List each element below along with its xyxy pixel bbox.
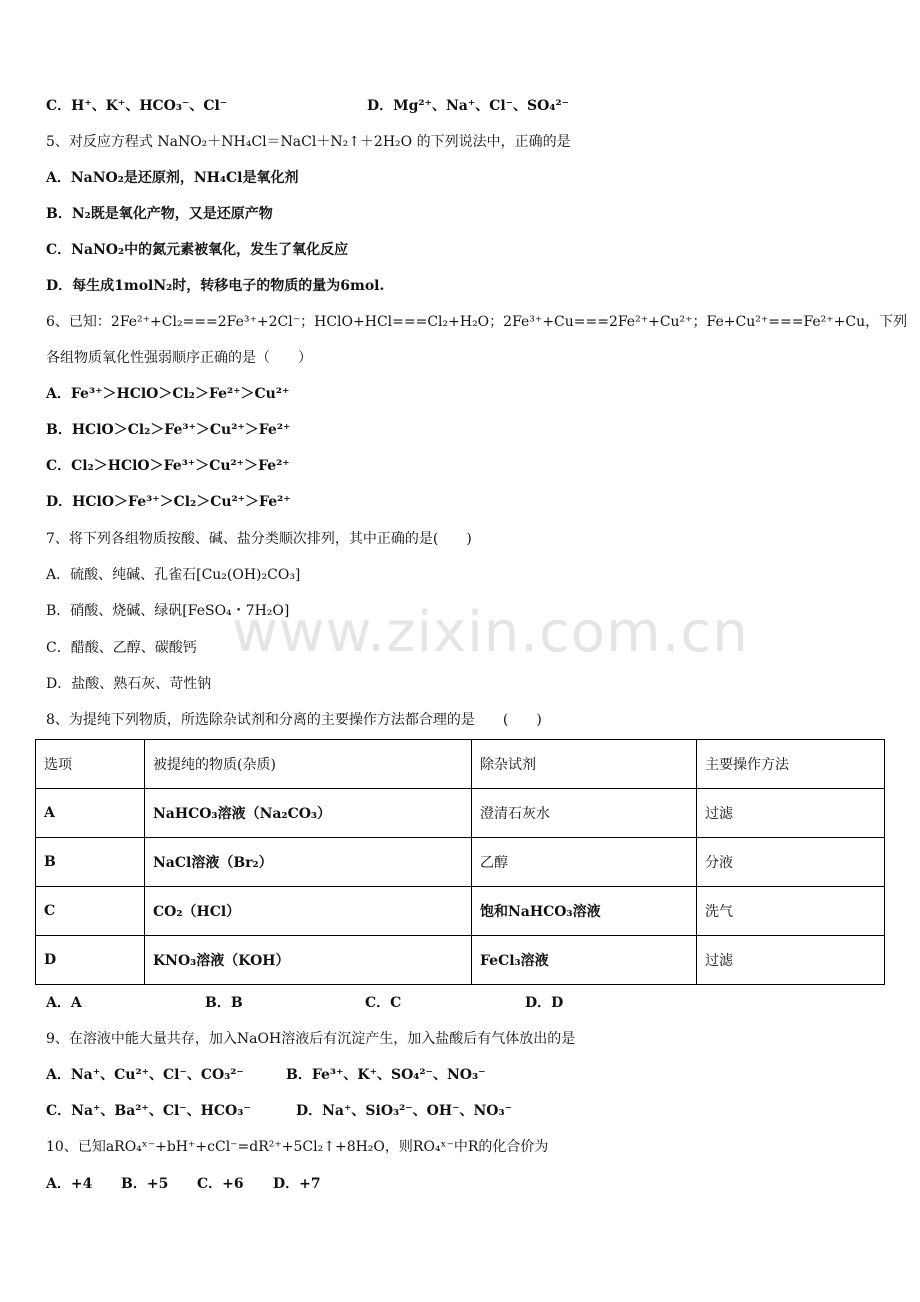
q10-option-a[interactable]: A．+4 [46,1176,93,1192]
table-cell: D [36,936,145,985]
table-row [36,838,885,887]
table-cell: 分液 [697,838,885,887]
q9-option-a[interactable]: A．Na⁺、Cu²⁺、Cl⁻、CO₃²⁻ [46,1067,244,1083]
watermark: www.zixin.com.cn [232,600,749,665]
q4-option-c[interactable]: C．H⁺、K⁺、HCO₃⁻、Cl⁻ [46,98,228,114]
q7-option-d[interactable]: D．盐酸、熟石灰、苛性钠 [46,676,212,692]
q6-option-a[interactable]: A．Fe³⁺＞HClO＞Cl₂＞Fe²⁺＞Cu²⁺ [46,386,290,402]
table-cell: FeCl₃溶液 [472,936,697,985]
q10-stem: 10、已知aRO₄ˣ⁻+bH⁺+cCl⁻=dR²⁺+5Cl₂↑+8H₂O，则RO₄ˣ⁻中R的化合价为 [46,1139,549,1155]
table-row [36,887,885,936]
table-cell: B [36,838,145,887]
q5-option-a[interactable]: A．NaNO₂是还原剂，NH₄Cl是氧化剂 [46,170,299,186]
q9-option-c[interactable]: C．Na⁺、Ba²⁺、Cl⁻、HCO₃⁻ [46,1103,251,1119]
q8-option-b[interactable]: B．B [205,995,243,1011]
table-cell: 洗气 [697,887,885,936]
table-cell: KNO₃溶液（KOH） [145,936,472,985]
q5-option-c[interactable]: C．NaNO₂中的氮元素被氧化，发生了氧化反应 [46,242,349,258]
q6-option-c[interactable]: C．Cl₂＞HClO＞Fe³⁺＞Cu²⁺＞Fe²⁺ [46,458,290,474]
q7-stem: 7、将下列各组物质按酸、碱、盐分类顺次排列，其中正确的是( ) [46,531,472,547]
table-header-row [36,740,885,789]
q7-option-a[interactable]: A．硫酸、纯碱、孔雀石[Cu₂(OH)₂CO₃] [46,567,301,583]
table-cell: 过滤 [697,936,885,985]
q6-stem-line2: 各组物质氧化性强弱顺序正确的是（ ） [46,350,312,366]
table-header-cell: 主要操作方法 [697,740,885,789]
q7-option-b[interactable]: B．硝酸、烧碱、绿矾[FeSO₄・7H₂O] [46,603,290,619]
q9-stem: 9、在溶液中能大量共存，加入NaOH溶液后有沉淀产生，加入盐酸后有气体放出的是 [46,1031,576,1047]
q8-option-c[interactable]: C．C [365,995,402,1011]
q8-option-a[interactable]: A．A [46,995,82,1011]
table-cell: 饱和NaHCO₃溶液 [472,887,697,936]
table-header-cell: 除杂试剂 [472,740,697,789]
table-header-cell: 选项 [36,740,145,789]
q6-option-b[interactable]: B．HClO＞Cl₂＞Fe³⁺＞Cu²⁺＞Fe²⁺ [46,422,291,438]
q9-option-b[interactable]: B．Fe³⁺、K⁺、SO₄²⁻、NO₃⁻ [286,1067,486,1083]
table-cell: NaHCO₃溶液（Na₂CO₃） [145,789,472,838]
q8-option-d[interactable]: D．D [525,995,564,1011]
q8-table [35,739,885,985]
table-cell: 澄清石灰水 [472,789,697,838]
q5-option-d[interactable]: D．每生成1molN₂时，转移电子的物质的量为6mol. [46,278,385,294]
q5-option-b[interactable]: B．N₂既是氧化产物，又是还原产物 [46,206,273,222]
q5-stem: 5、对反应方程式 NaNO₂＋NH₄Cl＝NaCl＋N₂↑＋2H₂O 的下列说法中，正确的是 [46,134,571,150]
q10-option-d[interactable]: D．+7 [273,1176,321,1192]
table-cell: 过滤 [697,789,885,838]
table-cell: C [36,887,145,936]
table-row [36,789,885,838]
q7-option-c[interactable]: C．醋酸、乙醇、碳酸钙 [46,640,197,656]
q6-option-d[interactable]: D．HClO＞Fe³⁺＞Cl₂＞Cu²⁺＞Fe²⁺ [46,494,291,510]
table-cell: CO₂（HCl） [145,887,472,936]
table-cell: NaCl溶液（Br₂） [145,838,472,887]
q9-option-d[interactable]: D．Na⁺、SiO₃²⁻、OH⁻、NO₃⁻ [296,1103,513,1119]
table-row [36,936,885,985]
table-cell: A [36,789,145,838]
q10-option-b[interactable]: B．+5 [121,1176,169,1192]
q6-stem-line1: 6、已知：2Fe²⁺+Cl₂===2Fe³⁺+2Cl⁻；HClO+HCl===Cl₂+H₂O；2Fe³⁺+Cu===2Fe²⁺+Cu²⁺；Fe+Cu²⁺===Fe²⁺+Cu，下列 [46,314,908,330]
q10-option-c[interactable]: C．+6 [197,1176,244,1192]
table-cell: 乙醇 [472,838,697,887]
table-header-cell: 被提纯的物质(杂质) [145,740,472,789]
q8-stem: 8、为提纯下列物质，所选除杂试剂和分离的主要操作方法都合理的是 ( ) [46,712,542,728]
q4-option-d[interactable]: D．Mg²⁺、Na⁺、Cl⁻、SO₄²⁻ [367,98,570,114]
